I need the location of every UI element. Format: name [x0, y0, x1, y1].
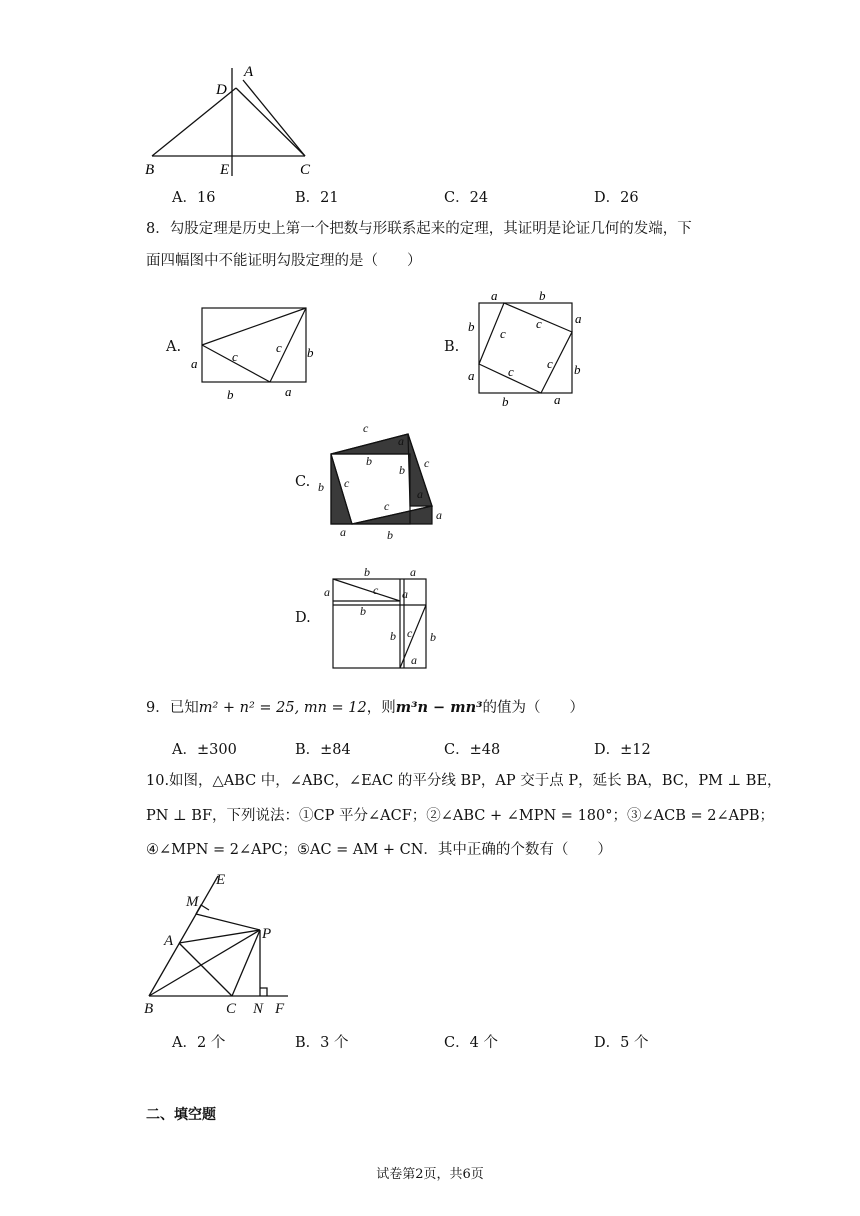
svg-text:a: a: [417, 487, 423, 501]
q10-figure: [140, 868, 300, 1018]
svg-text:a: a: [398, 434, 404, 448]
svg-text:c: c: [232, 349, 238, 364]
svg-text:c: c: [424, 456, 430, 470]
svg-text:c: c: [407, 626, 413, 640]
q9-option-b[interactable]: B．±84: [295, 742, 351, 758]
q9-option-c[interactable]: C．±48: [444, 742, 501, 758]
svg-text:a: a: [468, 368, 475, 383]
svg-text:a: a: [324, 585, 330, 599]
svg-text:c: c: [547, 356, 553, 371]
svg-text:b: b: [539, 288, 546, 303]
svg-text:c: c: [344, 476, 350, 490]
q10-option-d[interactable]: D．5 个: [594, 1035, 649, 1051]
q9-option-d[interactable]: D．±12: [594, 742, 651, 758]
svg-text:b: b: [360, 604, 366, 618]
svg-text:b: b: [574, 362, 581, 377]
section-heading-fill-blank: 二、填空题: [146, 1107, 216, 1123]
svg-text:b: b: [399, 463, 405, 477]
q7-label-e: E: [220, 162, 230, 178]
q10-stem-line1: 10.如图，△ABC 中，∠ABC，∠EAC 的平分线 BP，AP 交于点 P，延长 BA，BC，PM ⊥ BE，: [146, 773, 782, 789]
svg-text:a: a: [402, 587, 408, 601]
svg-text:b: b: [387, 528, 393, 542]
svg-text:C: C: [226, 1001, 237, 1017]
svg-text:b: b: [468, 319, 475, 334]
q10-option-c[interactable]: C．4 个: [444, 1035, 498, 1051]
svg-text:A: A: [164, 933, 174, 949]
q8-label-d: D.: [295, 610, 311, 626]
q7-label-b: B: [145, 162, 155, 178]
svg-text:N: N: [253, 1001, 264, 1017]
svg-text:M: M: [186, 894, 199, 910]
svg-text:b: b: [364, 565, 370, 579]
svg-text:B: B: [144, 1001, 154, 1017]
q7-option-b[interactable]: B．21: [295, 190, 339, 206]
svg-text:E: E: [216, 872, 226, 888]
q8-figure-b: [462, 288, 592, 406]
q9-option-a[interactable]: A．±300: [172, 742, 237, 758]
q7-label-a: A: [244, 64, 254, 80]
q8-figure-d: [318, 563, 448, 673]
svg-text:a: a: [436, 508, 442, 522]
svg-text:c: c: [536, 316, 542, 331]
svg-text:c: c: [363, 421, 369, 435]
svg-text:b: b: [366, 454, 372, 468]
q7-figure: [140, 62, 330, 180]
q7-label-c: C: [300, 162, 311, 178]
svg-text:a: a: [411, 653, 417, 667]
svg-text:c: c: [384, 499, 390, 513]
svg-text:a: a: [554, 392, 561, 406]
svg-text:c: c: [373, 583, 379, 597]
q9-condition: m² + n² = 25, mn = 12: [198, 700, 367, 716]
q10-stem-line3: ④∠MPN = 2∠APC；⑤AC = AM + CN．其中正确的个数有（ ）: [146, 842, 612, 858]
q8-stem-line2: 面四幅图中不能证明勾股定理的是（ ）: [146, 253, 422, 269]
q9-expression: m³n − mn³: [395, 699, 483, 716]
svg-text:a: a: [491, 288, 498, 303]
q7-option-c[interactable]: C．24: [444, 190, 489, 206]
svg-text:a: a: [191, 356, 198, 371]
svg-text:F: F: [275, 1001, 285, 1017]
q8-figure-a: [185, 300, 325, 406]
q7-label-d: D: [216, 82, 227, 98]
q10-option-a[interactable]: A．2 个: [172, 1035, 226, 1051]
q7-option-d[interactable]: D．26: [594, 190, 639, 206]
page-footer: 试卷第2页，共6页: [376, 1167, 484, 1182]
svg-text:a: a: [340, 525, 346, 539]
svg-text:c: c: [276, 340, 282, 355]
svg-text:b: b: [502, 394, 509, 406]
q7-option-a[interactable]: A．16: [172, 190, 216, 206]
svg-text:a: a: [285, 384, 292, 399]
q10-stem-line2: PN ⊥ BF，下列说法：①CP 平分∠ACF；②∠ABC + ∠MPN = 180°；③∠ACB = 2∠APB；: [146, 808, 774, 824]
svg-text:b: b: [318, 480, 324, 494]
svg-text:a: a: [410, 565, 416, 579]
q8-label-b: B.: [444, 339, 460, 355]
q10-option-b[interactable]: B．3 个: [295, 1035, 349, 1051]
svg-text:b: b: [307, 345, 314, 360]
svg-text:a: a: [575, 311, 582, 326]
q8-stem-line1: 8．勾股定理是历史上第一个把数与形联系起来的定理，其证明是论证几何的发端，下: [146, 221, 692, 237]
svg-text:P: P: [262, 926, 272, 942]
svg-text:b: b: [390, 629, 396, 643]
svg-text:b: b: [227, 387, 234, 402]
svg-text:b: b: [430, 630, 436, 644]
q9-stem: 9．已知m² + n² = 25, mn = 12，则m³n − mn³的值为（ ）: [146, 699, 584, 716]
q8-label-c: C.: [295, 474, 311, 490]
q8-figure-c: [312, 418, 452, 546]
svg-text:c: c: [500, 326, 506, 341]
q8-label-a: A.: [166, 339, 182, 355]
svg-text:c: c: [508, 364, 514, 379]
